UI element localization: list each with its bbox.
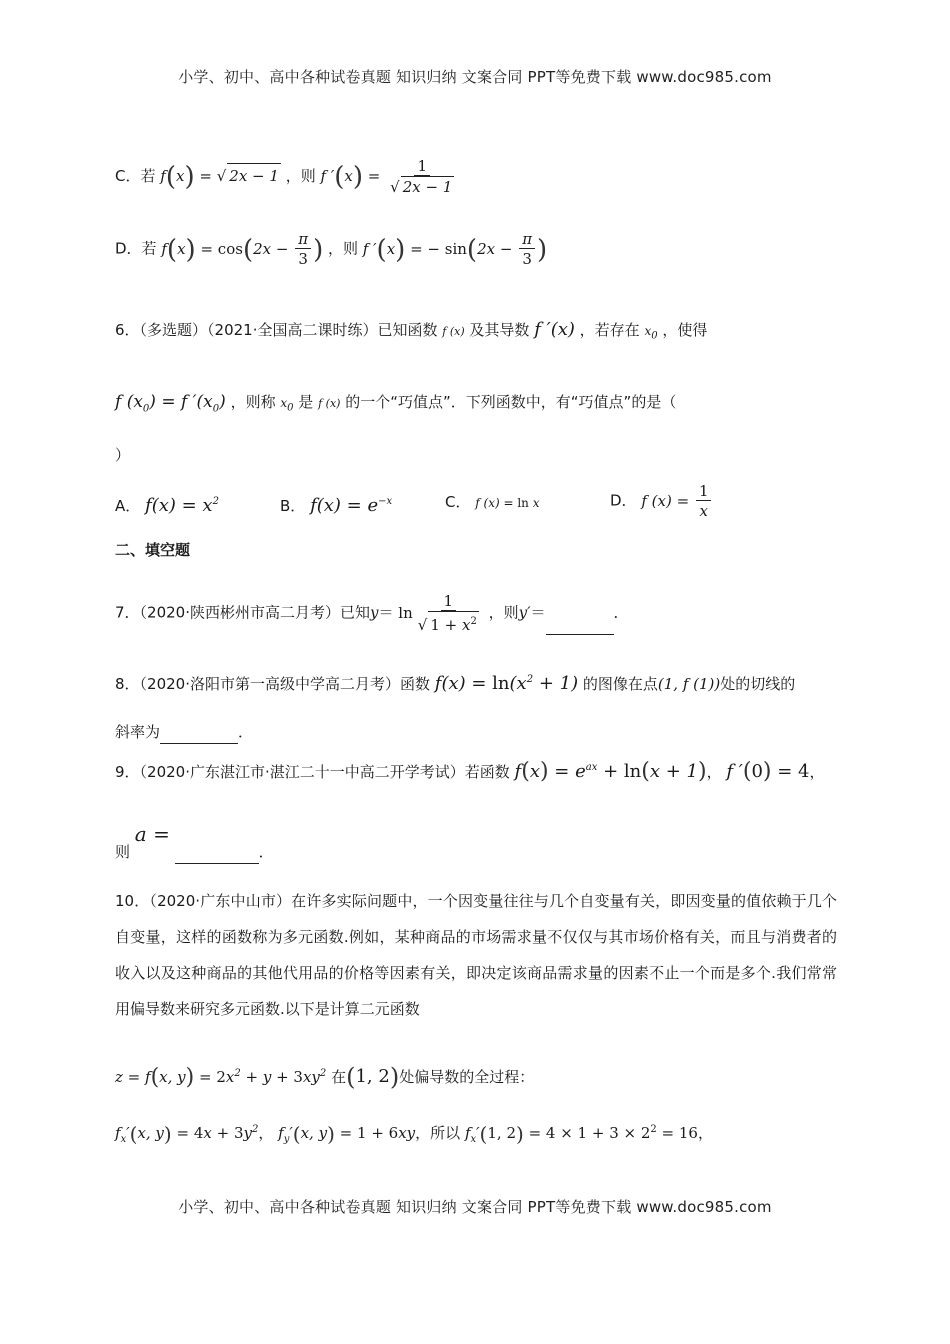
- q5-c-derivative: f ′(x) = $\frac{1}{√ 2x - 1}$: [320, 157, 453, 196]
- q8-line2-text: 斜率为: [115, 723, 161, 741]
- q6-option-c: C． f (x) = ln x: [445, 493, 540, 511]
- q6-line2-suffix: 的一个“巧值点”．下列函数中，有“巧值点”的是（: [345, 393, 677, 411]
- q9-condition: f ′(0) = 4: [726, 759, 810, 784]
- q10-z-mid: 在: [331, 1068, 347, 1086]
- q6-suffix: ，使得: [662, 321, 708, 339]
- q9-line1: [115, 756, 825, 784]
- q6-option-d: D． f (x) = $\frac{1}{x}$: [610, 482, 713, 521]
- q5-d-mid: ，则: [328, 239, 359, 258]
- q7-prefix: 7．（2020·陕西彬州市高二月考）已知: [115, 603, 370, 622]
- q9-answer-blank[interactable]: [175, 845, 259, 864]
- q8-mid: 的图像在点: [582, 675, 658, 693]
- q6-x0b: $x_0$: [280, 396, 294, 414]
- q9-line2-text: 则: [115, 843, 131, 861]
- q6-line3: ）: [115, 446, 131, 464]
- q6-line1: [115, 318, 707, 348]
- q8-formula: $f(x) = \ln(x^2 + 1)$: [434, 673, 579, 694]
- q6-option-b: B． $f(x) = e^{-x}$: [280, 495, 393, 516]
- q6-line2: [115, 390, 676, 421]
- q8-end: ．: [238, 723, 254, 741]
- q10-z-formula: z = f(x, $y) = 2x^2 + y + 3xy^2$: [115, 1065, 327, 1090]
- section-heading: 二、填空题: [115, 541, 191, 559]
- q8-answer-blank[interactable]: [160, 725, 238, 744]
- q10-f-line: [115, 1118, 713, 1152]
- q9-end2: ．: [258, 843, 274, 861]
- q8-point: (1, f (1)): [657, 675, 721, 693]
- q10-f-mid: ，所以: [415, 1124, 461, 1142]
- q10-fx-formula: $f_x'(x$, $y) = 4x + 3y^2$: [115, 1122, 259, 1146]
- q7-y: y: [370, 603, 379, 622]
- q8-suffix: 处的切线的: [720, 675, 796, 693]
- q9-prefix: 9．（2020·广东湛江市·湛江二十一中高二开学考试）若函数: [115, 763, 510, 781]
- q6-fpx: f ′(x): [534, 319, 575, 340]
- page-header: 小学、初中、高中各种试卷真题 知识归纳 文案合同 PPT等免费下载 www.doc985.com: [178, 68, 772, 86]
- q9-a: a =: [134, 822, 170, 846]
- q7-mid: ，则: [488, 603, 519, 622]
- q6-x0: $x_0$: [644, 324, 658, 342]
- q7-answer-blank[interactable]: [546, 616, 614, 635]
- q7: [115, 592, 629, 635]
- q6-prefix: 6．（多选题）（2021·全国高二课时练）已知函数: [115, 321, 438, 339]
- q6-fx: f (x): [442, 325, 465, 338]
- q6-mid2: ，若存在: [579, 321, 640, 339]
- q6-condition: f $(x_0) = f$ $'(x_0)$: [115, 392, 226, 415]
- q6-option-a: A． $f(x) = x^2$: [115, 495, 219, 516]
- q5-d-derivative: f ′(x) = − sin(2x − $\frac{\pi}{3}$ ): [362, 230, 548, 268]
- q9-line2: [115, 822, 274, 864]
- q10-z-point: (1, 2): [346, 1063, 400, 1091]
- q7-end: ．: [613, 603, 629, 622]
- q5-d-formula: f(x) = cos(2x − $\frac{\pi}{3}$ ): [161, 230, 324, 268]
- q7-eq: ＝: [378, 603, 394, 622]
- q6-line2-mid: ，则称: [230, 393, 276, 411]
- q9-end: ，: [809, 763, 825, 781]
- q8-line2: [115, 720, 253, 744]
- q10-result: $f_x'(1$, $2) = 4 \times 1 + 3 \times 2^2 = 16$: [464, 1122, 698, 1146]
- q5-c-mid: ，则: [285, 167, 316, 185]
- q9-formula: $f(x) = e^{ax} + \ln(x + 1)$: [514, 759, 707, 784]
- q6-mid1: 及其导数: [469, 321, 530, 339]
- q10-f-sep: ，: [258, 1124, 274, 1142]
- q10-f-end: ，: [697, 1124, 713, 1142]
- q10-fy-formula: $f_y'(x$, y) = 1 + 6xy: [278, 1122, 416, 1146]
- q8-line1: [115, 668, 795, 696]
- q7-yprime: y′: [518, 603, 531, 622]
- q5-c-formula: f(x) = √ 2x − 1: [160, 162, 279, 192]
- q10-z-suffix: 处偏导数的全过程：: [399, 1068, 535, 1086]
- q5-c-label: C．若: [115, 167, 156, 185]
- q6-fxb: f (x): [318, 397, 341, 410]
- q5-d-label: D．若: [115, 239, 157, 258]
- page-footer: 小学、初中、高中各种试卷真题 知识归纳 文案合同 PPT等免费下载 www.doc985.com: [178, 1198, 772, 1216]
- q9-sep: ，: [706, 763, 722, 781]
- q8-prefix: 8．（2020·洛阳市第一高级中学高二月考）函数: [115, 675, 430, 693]
- q10-z-line: [115, 1062, 534, 1090]
- q7-formula: ln $\frac{1}{√ 1 + x^2}$: [398, 592, 477, 634]
- q6-line2-mid2: 是: [298, 393, 314, 411]
- q5-option-d: [115, 230, 547, 269]
- q5-option-c: [115, 157, 459, 197]
- q7-eq2: ＝: [530, 603, 546, 622]
- q10-text: 10．（2020·广东中山市）在许多实际问题中，一个因变量往往与几个自变量有关，即因变量的值依赖于几个自变量，这样的函数称为多元函数.例如，某种商品的市场需求量不仅仅与其市场价格有关，而且与消费者的收入以及这种商品的其他代用品的价格等因素有关，即决定该商品需求量的因素不止一个而是多个.我们常常用偏导数来研究多元函数.以下是计算二元函数: [115, 892, 837, 1018]
